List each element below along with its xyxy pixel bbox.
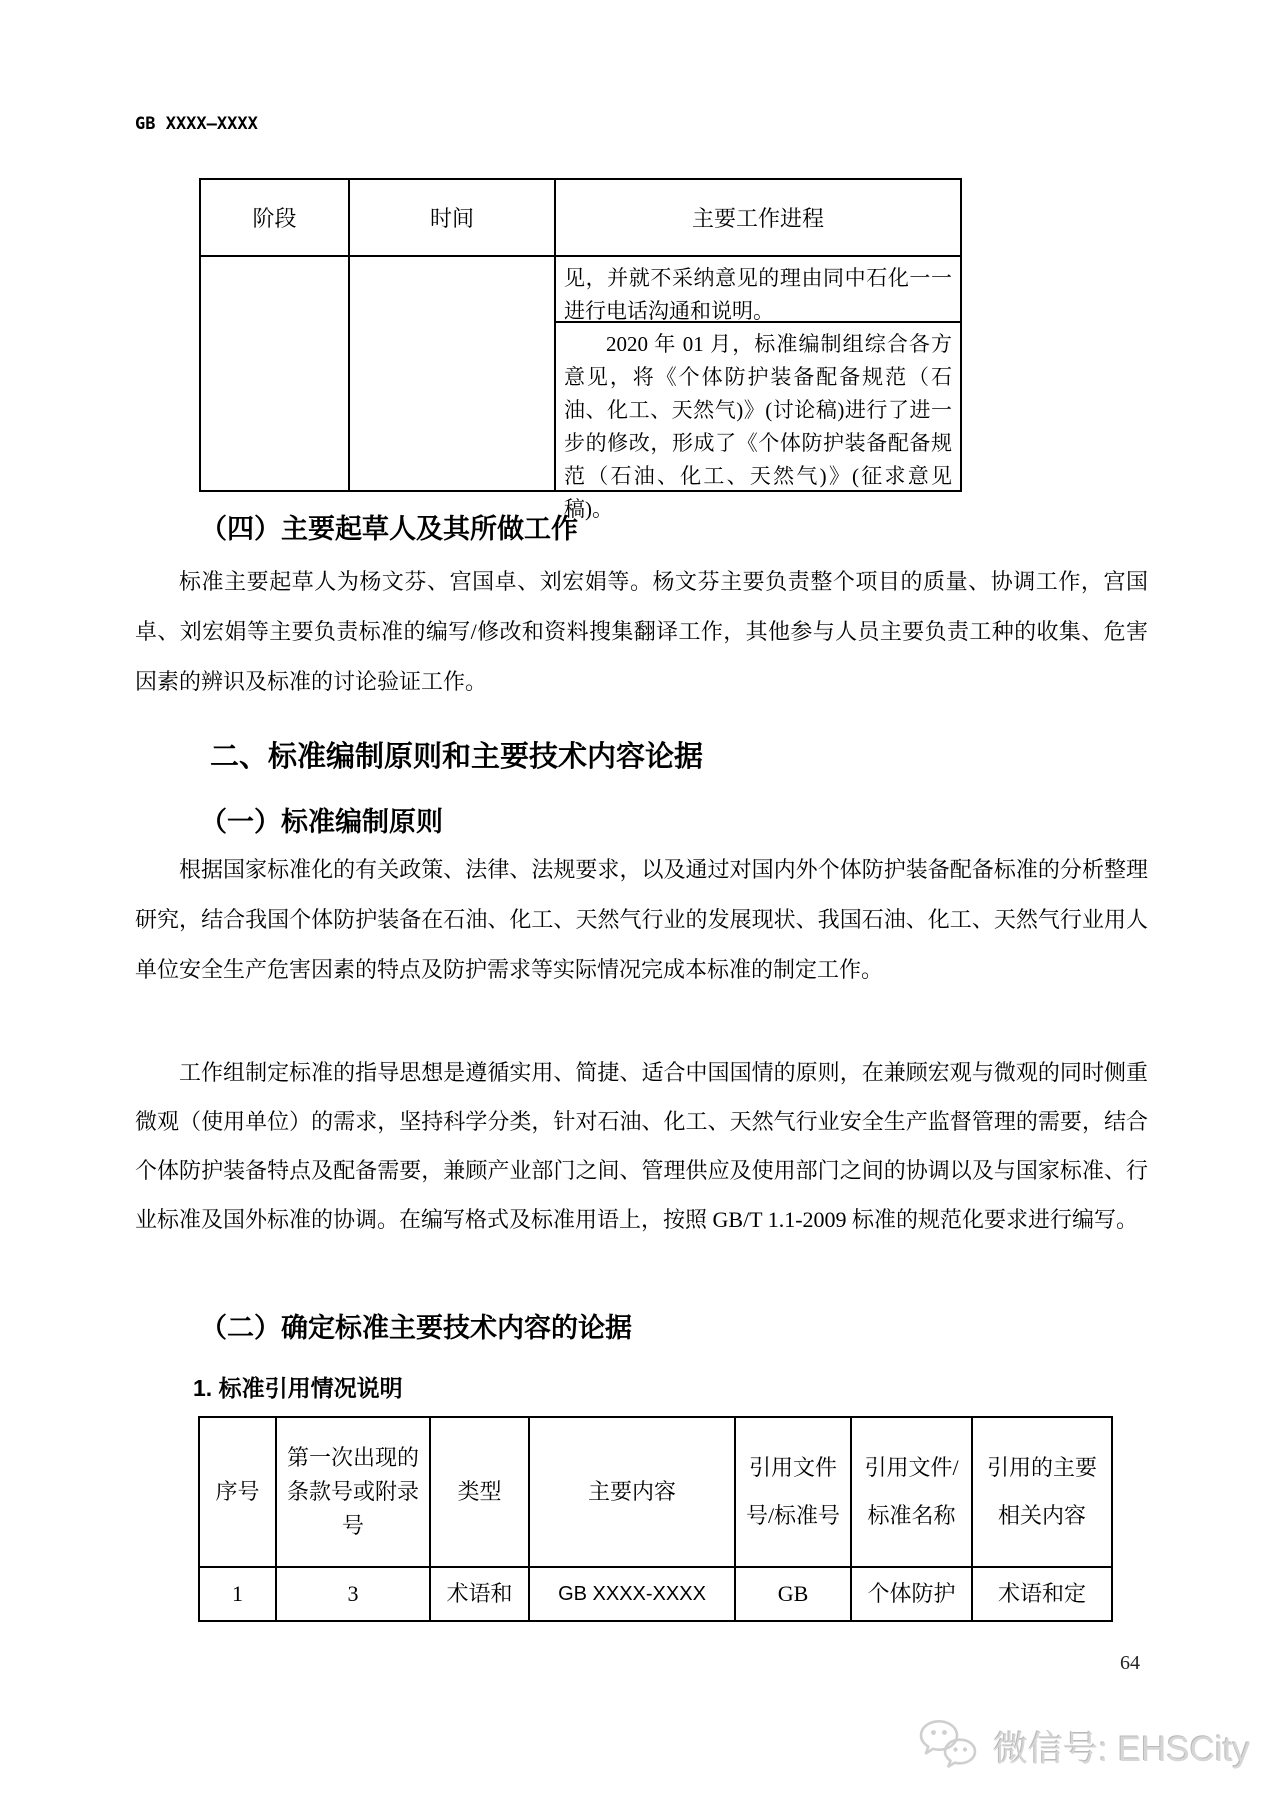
section-2-title: （二）确定标准主要技术内容的论据 (200, 1313, 632, 1343)
progress-entry-1: 见，并就不采纳意见的理由同中石化一一进行电话沟通和说明。 (556, 257, 960, 323)
citation-cell-related: 术语和定 (997, 1581, 1086, 1606)
citation-cell-docno: GB (736, 1568, 852, 1620)
progress-header-stage: 阶段 (201, 180, 350, 257)
citation-cell-clause: 3 (277, 1568, 431, 1620)
citation-table (198, 1416, 1113, 1622)
section-1-paragraph-1: 根据国家标准化的有关政策、法律、法规要求，以及通过对国内外个体防护装备配备标准的分析整理研究，结合我国个体防护装备在石油、化工、天然气行业的发展现状、我国石油、化工、天然气行业用人单位安全生产危害因素的特点及防护需求等实际情况完成本标准的制定工作。 (135, 857, 1148, 982)
section-4-paragraph: 标准主要起草人为杨文芬、宫国卓、刘宏娟等。杨文芬主要负责整个项目的质量、协调工作，宫国卓、刘宏娟等主要负责标准的编写/修改和资料搜集翻译工作，其他参与人员主要负责工种的收集、危害因素的辨识及标准的讨论验证工作。 (135, 569, 1148, 694)
citation-cell-index: 1 (200, 1568, 277, 1620)
citation-header-related: 引用的主要相关内容 (973, 1418, 1111, 1568)
chapter-2-title: 二、标准编制原则和主要技术内容论据 (210, 741, 704, 773)
citation-header-index: 序号 (200, 1418, 277, 1568)
progress-cell-main (556, 257, 960, 521)
citation-cell-content: GB XXXX-XXXX (530, 1568, 736, 1620)
citation-header-type: 类型 (431, 1418, 530, 1568)
progress-cell-time-empty (350, 257, 556, 490)
progress-header-main: 主要工作进程 (556, 180, 960, 257)
citation-header-docno: 引用文件号/标准号 (736, 1418, 852, 1568)
page-number: 64 (1120, 1652, 1140, 1674)
document-code: GB XXXX—XXXX (135, 114, 258, 134)
section-4-title: （四）主要起草人及其所做工作 (200, 514, 578, 544)
citation-cell-docname: 个体防护 (852, 1568, 973, 1620)
progress-cell-stage-empty (201, 257, 350, 490)
subsection-1-title: 1. 标准引用情况说明 (193, 1375, 403, 1401)
progress-header-time: 时间 (350, 180, 556, 257)
progress-entry-2: 2020 年 01 月，标准编制组综合各方意见，将《个体防护装备配备规范（石油、化工、天然气)》(讨论稿)进行了进一步的修改，形成了《个体防护装备配备规范（石油、化工、天然气)》(征求意见稿)。 (564, 332, 952, 521)
work-progress-table (199, 178, 962, 521)
section-1-title: （一）标准编制原则 (200, 807, 443, 837)
citation-header-clause: 第一次出现的条款号或附录号 (277, 1418, 431, 1568)
citation-header-docname: 引用文件/标准名称 (852, 1418, 973, 1568)
wechat-label: 微信号: EHSCity (993, 1730, 1250, 1769)
section-1-paragraph-2: 工作组制定标准的指导思想是遵循实用、简捷、适合中国国情的原则，在兼顾宏观与微观的同时侧重微观（使用单位）的需求，坚持科学分类，针对石油、化工、天然气行业安全生产监督管理的需要，结合个体防护装备特点及配备需要，兼顾产业部门之间、管理供应及使用部门之间的协调以及与国家标准、行业标准及国外标准的协调。在编写格式及标准用语上，按照 GB/T 1.1-2009 标准的规范化要求进行编写。 (135, 1060, 1148, 1232)
citation-header-content: 主要内容 (530, 1418, 736, 1568)
citation-cell-type: 术语和 (431, 1568, 530, 1620)
wechat-watermark (917, 1712, 1250, 1782)
wechat-icon (917, 1717, 979, 1778)
